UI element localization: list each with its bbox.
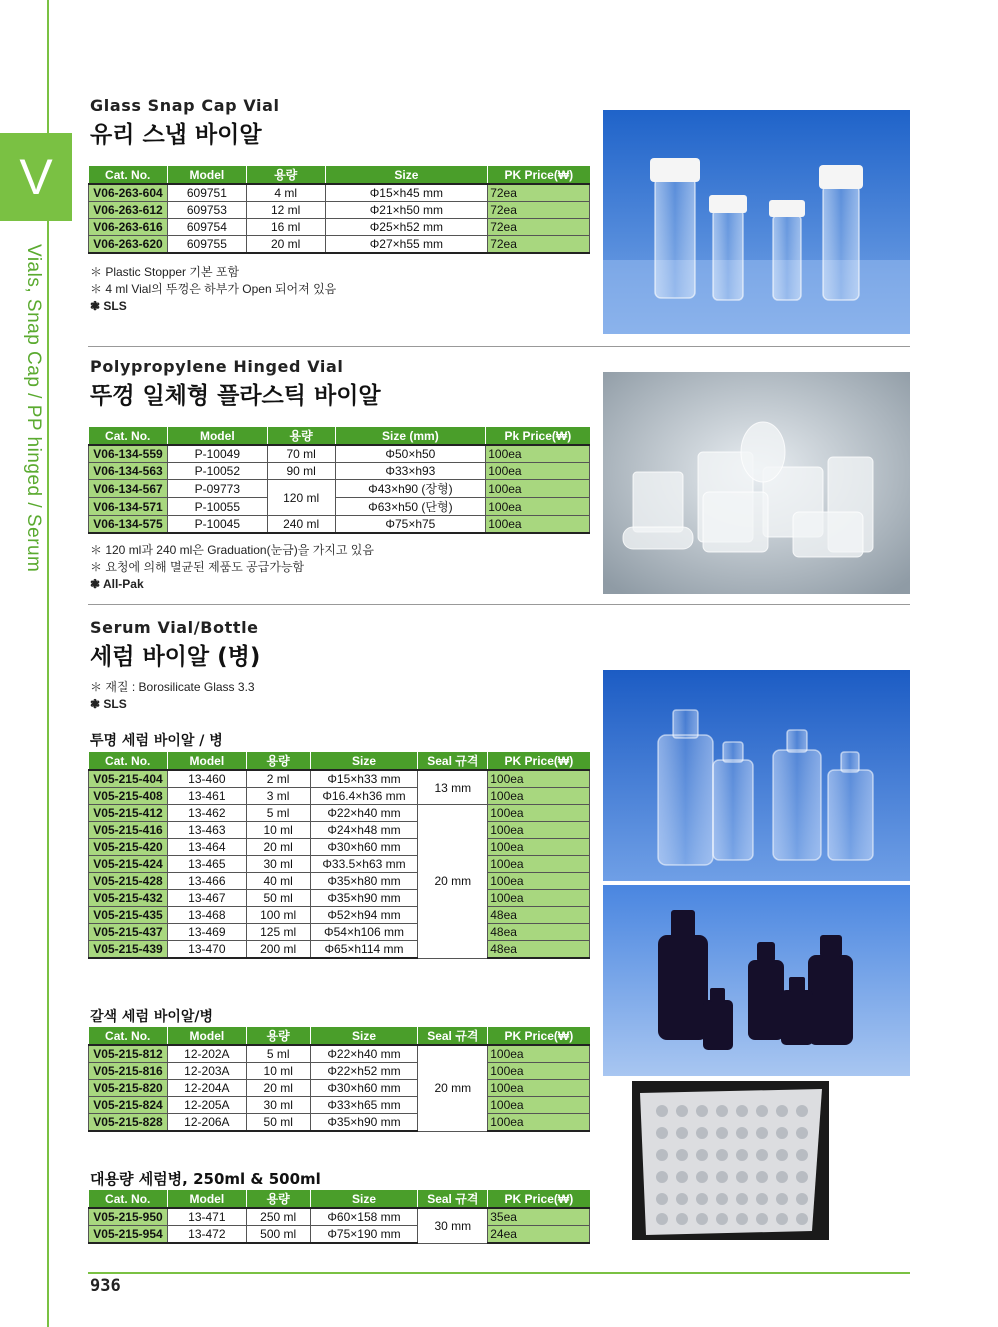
model: 12-203A	[167, 1063, 246, 1080]
size: Φ30×h60 mm	[310, 1080, 418, 1097]
note: ＊ 120 ml과 240 ml은 Graduation(눈금)을 가지고 있음	[90, 543, 374, 557]
amber-serum-subtitle: 갈색 세럼 바이알/병	[90, 1009, 214, 1025]
header-cell: PK Price(₩)	[488, 1190, 590, 1208]
supplier: ❃ SLS	[90, 299, 127, 313]
title-en: Glass Snap Cap Vial	[90, 96, 280, 115]
pack: 100ea	[486, 480, 590, 498]
pack: 100ea	[488, 890, 590, 907]
header-cell: Size	[310, 1190, 418, 1208]
table-row	[89, 184, 590, 202]
volume: 500 ml	[246, 1226, 310, 1244]
size: Φ27×h55 mm	[325, 236, 488, 254]
title-ko: 뚜껑 일체형 플라스틱 바이알	[90, 383, 381, 409]
size: Φ22×h40 mm	[310, 1045, 418, 1063]
volume: 12 ml	[246, 202, 325, 219]
header-cell: Model	[167, 166, 246, 184]
section-glass-snap-cap-title	[90, 96, 280, 149]
section-serum-title	[90, 618, 260, 671]
table-row	[89, 1208, 590, 1226]
size: Φ15×h45 mm	[325, 184, 488, 202]
size: Φ30×h60 mm	[310, 839, 418, 856]
volume: 5 ml	[246, 1045, 310, 1063]
pack: 100ea	[488, 1045, 590, 1063]
model: 13-469	[167, 924, 246, 941]
volume: 30 ml	[246, 856, 310, 873]
section-pp-hinged-title	[90, 357, 381, 410]
header-cell: Cat. No.	[89, 1027, 168, 1045]
pack: 24ea	[488, 1226, 590, 1244]
size: Φ52×h94 mm	[310, 907, 418, 924]
section1-notes	[90, 264, 336, 315]
large-serum-table	[88, 1190, 590, 1244]
size: Φ65×h114 mm	[310, 941, 418, 959]
table-header-row	[89, 752, 590, 770]
pack: 48ea	[488, 924, 590, 941]
pack: 100ea	[488, 873, 590, 890]
table-row	[89, 1114, 590, 1132]
section3-notes	[90, 679, 255, 713]
header-cell: Model	[167, 427, 267, 445]
table-row	[89, 516, 590, 534]
cat-no: V05-215-404	[89, 770, 168, 788]
pack: 72ea	[488, 236, 590, 254]
pack: 100ea	[488, 839, 590, 856]
header-cell: Model	[167, 1027, 246, 1045]
volume: 5 ml	[246, 805, 310, 822]
model: 13-467	[167, 890, 246, 907]
seal-size: 30 mm	[418, 1208, 488, 1243]
model: P-09773	[167, 480, 267, 498]
table-row	[89, 1063, 590, 1080]
model: 13-472	[167, 1226, 246, 1244]
header-cell: PK Price(₩)	[488, 752, 590, 770]
size: Φ22×h52 mm	[310, 1063, 418, 1080]
table-row	[89, 1080, 590, 1097]
volume: 120 ml	[267, 480, 335, 516]
section2-notes	[90, 542, 374, 593]
model: 13-466	[167, 873, 246, 890]
pp-hinged-vial-photo	[603, 372, 910, 594]
size: Φ63×h50 (단형)	[335, 498, 486, 516]
header-cell: Cat. No.	[89, 427, 168, 445]
header-cell: Seal 규격	[418, 1027, 488, 1045]
cat-no: V05-215-820	[89, 1080, 168, 1097]
cat-no: V06-263-616	[89, 219, 168, 236]
pack: 72ea	[488, 219, 590, 236]
volume: 10 ml	[246, 822, 310, 839]
header-cell: 용량	[246, 166, 325, 184]
size: Φ33×h65 mm	[310, 1097, 418, 1114]
header-cell: Seal 규격	[418, 1190, 488, 1208]
table-row	[89, 839, 590, 856]
title-en: Polypropylene Hinged Vial	[90, 357, 344, 376]
volume: 250 ml	[246, 1208, 310, 1226]
model: P-10052	[167, 463, 267, 480]
header-cell: Size	[310, 752, 418, 770]
header-cell: Seal 규격	[418, 752, 488, 770]
model: 13-468	[167, 907, 246, 924]
cat-no: V05-215-828	[89, 1114, 168, 1132]
model: P-10049	[167, 445, 267, 463]
cat-no: V05-215-420	[89, 839, 168, 856]
model: 609754	[167, 219, 246, 236]
cat-no: V05-215-437	[89, 924, 168, 941]
header-cell: Model	[167, 752, 246, 770]
pack: 35ea	[488, 1208, 590, 1226]
cat-no: V06-263-612	[89, 202, 168, 219]
header-cell: PK Price(₩)	[488, 166, 590, 184]
amber-serum-vial-photo	[603, 885, 910, 1076]
cat-no: V05-215-812	[89, 1045, 168, 1063]
volume: 50 ml	[246, 1114, 310, 1132]
volume: 100 ml	[246, 907, 310, 924]
header-cell: Cat. No.	[89, 752, 168, 770]
size: Φ35×h80 mm	[310, 873, 418, 890]
size: Φ54×h106 mm	[310, 924, 418, 941]
supplier: ❃ SLS	[90, 697, 127, 711]
header-cell: 용량	[267, 427, 335, 445]
volume: 20 ml	[246, 1080, 310, 1097]
volume: 90 ml	[267, 463, 335, 480]
table-row	[89, 770, 590, 788]
cat-no: V05-215-824	[89, 1097, 168, 1114]
table-row	[89, 873, 590, 890]
clear-serum-subtitle: 투명 세럼 바이알 / 병	[90, 733, 223, 749]
table-row	[89, 1045, 590, 1063]
cat-no: V06-134-559	[89, 445, 168, 463]
note: ＊ Plastic Stopper 기본 포함	[90, 265, 240, 279]
seal-size: 20 mm	[418, 805, 488, 959]
header-cell: Size	[310, 1027, 418, 1045]
pack: 100ea	[488, 805, 590, 822]
cat-no: V05-215-435	[89, 907, 168, 924]
section-divider	[88, 604, 910, 605]
header-cell: PK Price(₩)	[488, 1027, 590, 1045]
size: Φ22×h40 mm	[310, 805, 418, 822]
pack: 100ea	[486, 463, 590, 480]
pack: 100ea	[488, 788, 590, 805]
cat-no: V05-215-816	[89, 1063, 168, 1080]
size: Φ15×h33 mm	[310, 770, 418, 788]
model: P-10055	[167, 498, 267, 516]
pack: 48ea	[488, 941, 590, 959]
size: Φ33×h93	[335, 463, 486, 480]
glass-snap-cap-vial-photo	[603, 110, 910, 334]
pp-hinged-table	[88, 427, 590, 534]
cat-no: V05-215-954	[89, 1226, 168, 1244]
seal-size: 20 mm	[418, 1045, 488, 1131]
header-cell: 용량	[246, 1027, 310, 1045]
size: Φ16.4×h36 mm	[310, 788, 418, 805]
volume: 70 ml	[267, 445, 335, 463]
table-row	[89, 202, 590, 219]
pack: 100ea	[488, 1097, 590, 1114]
volume: 20 ml	[246, 839, 310, 856]
pack: 100ea	[488, 1114, 590, 1132]
volume: 4 ml	[246, 184, 325, 202]
size: Φ35×h90 mm	[310, 1114, 418, 1132]
section-divider	[88, 346, 910, 347]
title-en: Serum Vial/Bottle	[90, 618, 259, 637]
table-row	[89, 480, 590, 498]
pack: 100ea	[488, 822, 590, 839]
table-row	[89, 822, 590, 839]
volume: 2 ml	[246, 770, 310, 788]
table-row	[89, 890, 590, 907]
table-row	[89, 805, 590, 822]
header-cell: 용량	[246, 1190, 310, 1208]
header-cell: Size (mm)	[335, 427, 486, 445]
volume: 16 ml	[246, 219, 325, 236]
model: 13-461	[167, 788, 246, 805]
table-row	[89, 236, 590, 254]
volume: 3 ml	[246, 788, 310, 805]
section-tab: V	[0, 133, 72, 221]
volume: 40 ml	[246, 873, 310, 890]
table-row	[89, 788, 590, 805]
model: 609753	[167, 202, 246, 219]
cat-no: V05-215-950	[89, 1208, 168, 1226]
pack: 48ea	[488, 907, 590, 924]
cat-no: V05-215-416	[89, 822, 168, 839]
model: 13-464	[167, 839, 246, 856]
pack: 100ea	[488, 1080, 590, 1097]
size: Φ75×190 mm	[310, 1226, 418, 1244]
cat-no: V06-134-571	[89, 498, 168, 516]
model: 12-205A	[167, 1097, 246, 1114]
volume: 10 ml	[246, 1063, 310, 1080]
pack: 100ea	[486, 445, 590, 463]
size: Φ50×h50	[335, 445, 486, 463]
model: 13-460	[167, 770, 246, 788]
model: P-10045	[167, 516, 267, 534]
size: Φ35×h90 mm	[310, 890, 418, 907]
note: ＊ 4 ml Vial의 뚜껑은 하부가 Open 되어져 있음	[90, 282, 337, 296]
volume: 20 ml	[246, 236, 325, 254]
page-number: 936	[90, 1276, 121, 1296]
size: Φ25×h52 mm	[325, 219, 488, 236]
model: 13-463	[167, 822, 246, 839]
cat-no: V05-215-424	[89, 856, 168, 873]
table-row	[89, 1226, 590, 1244]
title-ko: 유리 스냅 바이알	[90, 122, 262, 148]
title-ko: 세럼 바이알 (병)	[90, 644, 261, 670]
header-cell: Cat. No.	[89, 166, 168, 184]
pack: 72ea	[488, 184, 590, 202]
large-serum-subtitle: 대용량 세럼병, 250ml & 500ml	[90, 1170, 321, 1188]
pack: 100ea	[488, 1063, 590, 1080]
pack: 72ea	[488, 202, 590, 219]
pack: 100ea	[488, 856, 590, 873]
table-row	[89, 941, 590, 959]
table-header-row	[89, 166, 590, 184]
note: ＊ 요청에 의해 멸균된 제품도 공급가능함	[90, 560, 305, 574]
model: 13-471	[167, 1208, 246, 1226]
model: 12-204A	[167, 1080, 246, 1097]
volume: 50 ml	[246, 890, 310, 907]
model: 12-202A	[167, 1045, 246, 1063]
model: 609751	[167, 184, 246, 202]
table-row	[89, 219, 590, 236]
model: 12-206A	[167, 1114, 246, 1132]
table-row	[89, 463, 590, 480]
cat-no: V05-215-408	[89, 788, 168, 805]
cat-no: V05-215-439	[89, 941, 168, 959]
table-row	[89, 1097, 590, 1114]
volume: 30 ml	[246, 1097, 310, 1114]
note: ＊ 재질 : Borosilicate Glass 3.3	[90, 680, 255, 694]
cat-no: V05-215-412	[89, 805, 168, 822]
table-row	[89, 907, 590, 924]
size: Φ33.5×h63 mm	[310, 856, 418, 873]
header-cell: 용량	[246, 752, 310, 770]
header-cell: Pk Price(₩)	[486, 427, 590, 445]
pack: 100ea	[488, 770, 590, 788]
volume: 200 ml	[246, 941, 310, 959]
table-row	[89, 856, 590, 873]
glass-snap-cap-table	[88, 166, 590, 254]
model: 13-462	[167, 805, 246, 822]
header-cell: Model	[167, 1190, 246, 1208]
size: Φ24×h48 mm	[310, 822, 418, 839]
cat-no: V05-215-432	[89, 890, 168, 907]
volume: 240 ml	[267, 516, 335, 534]
size: Φ75×h75	[335, 516, 486, 534]
amber-serum-table	[88, 1027, 590, 1132]
table-row	[89, 498, 590, 516]
pack: 100ea	[486, 516, 590, 534]
header-cell: Size	[325, 166, 488, 184]
table-header-row	[89, 427, 590, 445]
model: 609755	[167, 236, 246, 254]
seal-size: 13 mm	[418, 770, 488, 805]
cat-no: V06-263-604	[89, 184, 168, 202]
size: Φ60×158 mm	[310, 1208, 418, 1226]
model: 13-465	[167, 856, 246, 873]
table-header-row	[89, 1027, 590, 1045]
size: Φ43×h90 (장형)	[335, 480, 486, 498]
table-header-row	[89, 1190, 590, 1208]
volume: 125 ml	[246, 924, 310, 941]
header-cell: Cat. No.	[89, 1190, 168, 1208]
clear-serum-vial-photo	[603, 670, 910, 881]
vial-rack-photo	[632, 1081, 829, 1240]
cat-no: V06-134-563	[89, 463, 168, 480]
model: 13-470	[167, 941, 246, 959]
side-category-label: Vials, Snap Cap / PP hinged / Serum	[23, 244, 44, 573]
table-row	[89, 445, 590, 463]
cat-no: V06-134-567	[89, 480, 168, 498]
footer-line	[88, 1272, 910, 1274]
supplier: ❃ All-Pak	[90, 577, 144, 591]
table-row	[89, 924, 590, 941]
cat-no: V06-263-620	[89, 236, 168, 254]
clear-serum-table	[88, 752, 590, 959]
pack: 100ea	[486, 498, 590, 516]
size: Φ21×h50 mm	[325, 202, 488, 219]
cat-no: V06-134-575	[89, 516, 168, 534]
cat-no: V05-215-428	[89, 873, 168, 890]
